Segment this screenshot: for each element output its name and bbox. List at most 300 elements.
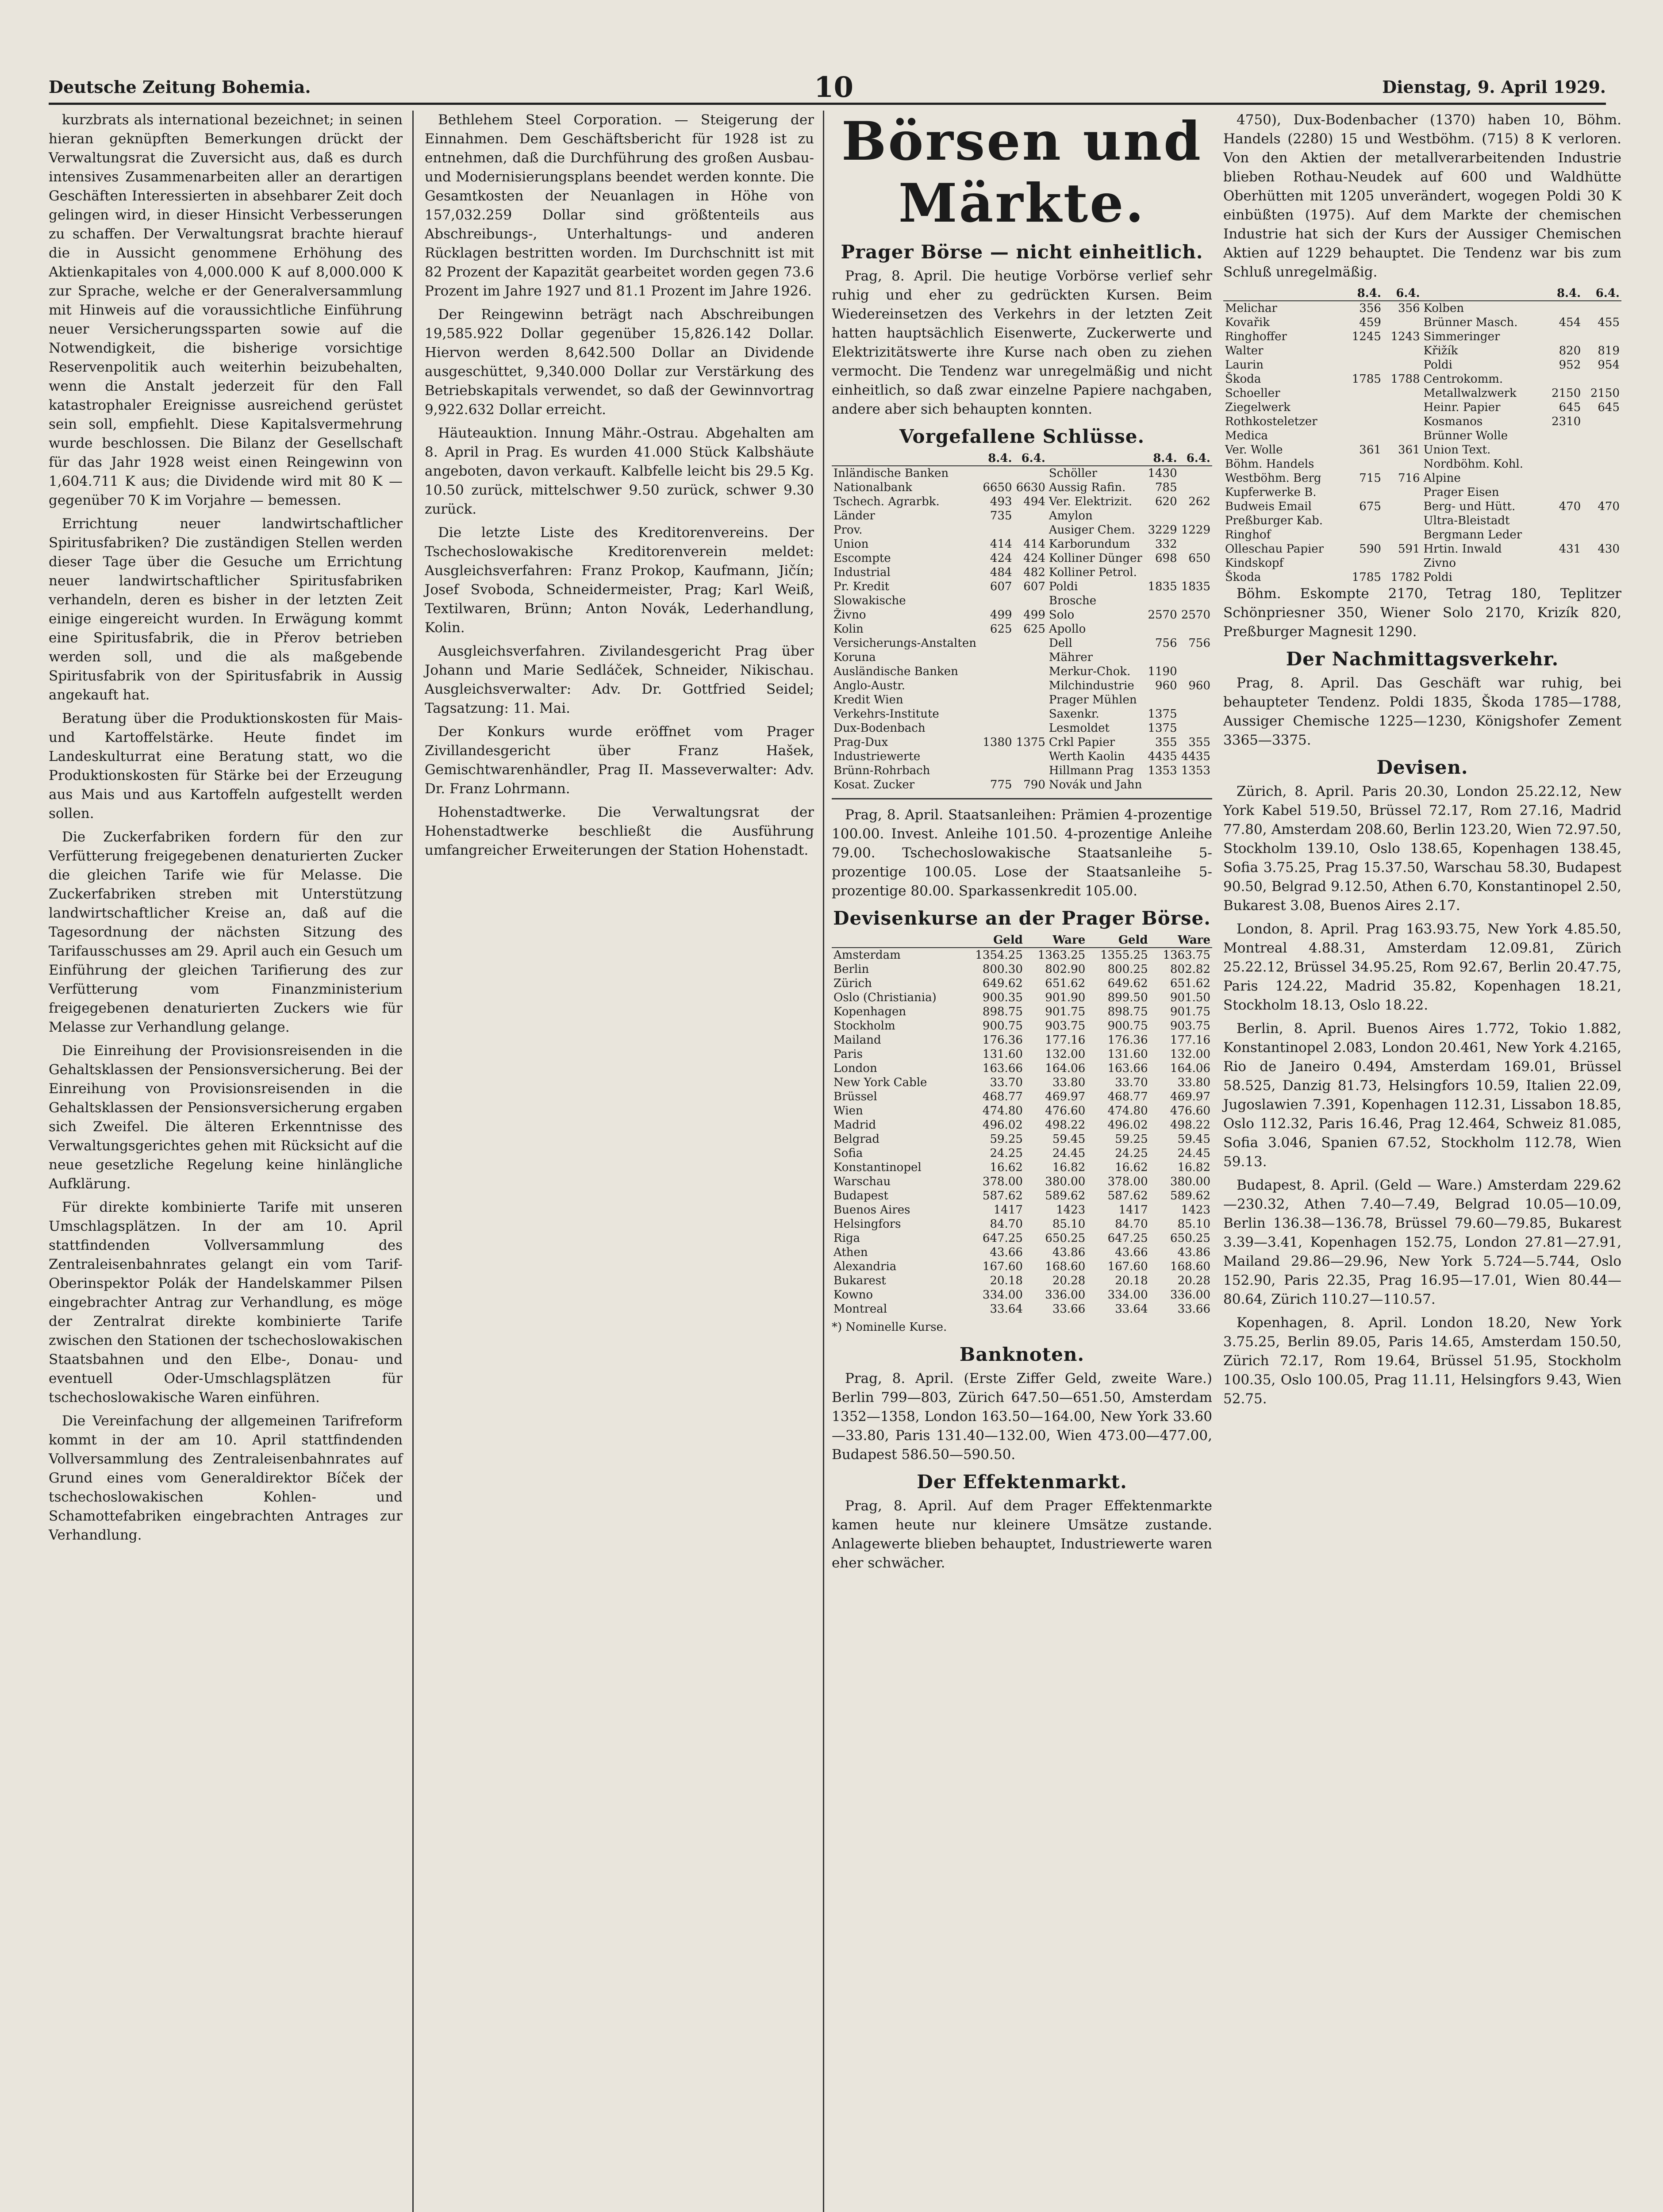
article-paragraph: Häuteauktion. Innung Mähr.-Ostrau. Abgehalten am 8. April in Prag. Es wurden 41.000 Stück Kalbshäute angeboten, davon verkauft. Kalbfelle leicht bis 29.5 Kg. 10.50 zurück, mittelschwer 9.50 zurück, schwer 9.30 zurück. (425, 425, 814, 517)
table-cell: Prager Mühlen (1048, 693, 1137, 707)
table-cell: Heinr. Papier (1423, 401, 1501, 414)
table-header-cell (1223, 286, 1344, 301)
table-cell: 177.16 (1045, 1033, 1086, 1047)
closings-heading: Vorgefallene Schlüsse. (899, 426, 1145, 447)
table-cell: 651.62 (1170, 977, 1210, 990)
table-cell: 802.90 (1045, 963, 1086, 976)
table-cell: Alpine (1423, 472, 1461, 485)
table-cell (1544, 443, 1583, 457)
table-cell: Milchindustrie (1048, 679, 1134, 692)
table-cell: Berg- und Hütt. (1423, 500, 1516, 513)
market-report: Böhm. Eskompte 2170, Tetrag 180, Teplitzer Schönpriesner 350, Wiener Solo 2170, Krizík 820, Preßburger Magnesit 1290. (1223, 586, 1621, 640)
article-paragraph: Bethlehem Steel Corporation. — Steigerung der Einnahmen. Dem Geschäftsbericht für 1928 ist zu entnehmen, daß die Durchführung des großen Ausbau- und Modernisierungsplans beendet werden konnte. Die Gesamtkosten der Neuanlagen in Höhe von 157,032.259 Dollar sind größtenteils aus Abschreibungs-, Unterhaltungs- und anderen Rücklagen bestritten worden. Im Durchschnitt ist mit 82 Prozent der Kapazität gearbeitet worden gegen 73.6 Prozent im Jahre 1927 und 81.1 Prozent im Jahre 1926. (425, 112, 814, 299)
table-cell: Böhm. Handels (1225, 457, 1314, 471)
table-cell: 900.75 (1107, 1019, 1148, 1033)
table-cell: 698 (1155, 552, 1177, 565)
table-cell: Metallwalzwerk (1423, 387, 1517, 400)
article-paragraph: Hohenstadtwerke. Die Verwaltungsrat der Hohenstadtwerke beschließt die Ausführung umfangreicher Erweiterungen der Station Hohenstadt. (425, 804, 814, 858)
table-cell: 455 (1598, 316, 1620, 329)
table-cell: Poldi (1048, 580, 1078, 593)
table-cell: Schöller (1048, 467, 1098, 480)
table-row (832, 1075, 1212, 1090)
table-cell (1145, 650, 1179, 664)
table-cell (1344, 556, 1383, 570)
newspaper-name: Deutsche Zeitung Bohemia. (49, 77, 311, 97)
table-cell: 1353 (1181, 764, 1210, 777)
table-cell (1582, 514, 1621, 528)
foreign-exchange-report: London, 8. April. Prag 163.93.75, New York 4.85.50, Montreal 4.88.31, Amsterdam 12.09.81, Zürich 25.22.12, Brüssel 34.95.25, Rom 92.67, Berlin 20.47.75, Paris 124.22, Madrid 35.82, Kopenhagen 18.21, Stockholm 18.13, Oslo 18.22. (1223, 921, 1621, 1013)
prague-exchange-heading: Prager Börse — nicht einheitlich. (841, 241, 1203, 263)
table-cell: 494 (1023, 495, 1045, 508)
table-cell: Mailand (833, 1033, 881, 1047)
table-header-cell (832, 451, 980, 466)
table-cell: 476.60 (1170, 1104, 1210, 1118)
table-header-cell: 8.4. (980, 451, 1014, 466)
table-cell (1544, 556, 1583, 570)
table-header-cell: Geld (1087, 933, 1149, 948)
foreign-exchange-report: Zürich, 8. April. Paris 20.30, London 25.22.12, New York Kabel 519.50, Brüssel 72.17, Rom 27.16, Madrid 77.80, Amsterdam 208.60, Berlin 123.20, Wien 72.97.50, Stockholm 139.10, Oslo 138.65, Kopenhagen 138.45, Sofia 3.75.25, Prag 15.37.50, Warschau 58.30, Budapest 90.50, Belgrad 9.12.50, Athen 6.70, Konstantinopel 2.50, Bukarest 3.08, Buenos Aires 2.17. (1223, 783, 1621, 914)
table-cell: 903.75 (1170, 1019, 1210, 1033)
table-cell (1544, 330, 1583, 344)
table-row (832, 962, 1212, 976)
column-divider (412, 111, 414, 2212)
table-cell: 716 (1398, 472, 1420, 485)
table-cell: 1363.75 (1163, 949, 1210, 962)
securities-market-report: Prag, 8. April. Auf dem Prager Effektenmarkte kamen heute nur kleinere Umsätze zustande. Anlagewerte blieben behauptet, Industriewerte waren eher schwächer. (832, 1498, 1212, 1571)
table-cell: 482 (1023, 566, 1045, 579)
table-cell: 1353 (1148, 764, 1177, 777)
table-cell: Kolben (1423, 302, 1464, 315)
section-title: Börsen und Märkte. (841, 110, 1202, 234)
table-cell (1014, 650, 1047, 664)
table-cell: 647.25 (982, 1232, 1023, 1245)
table-cell: 6630 (1016, 481, 1045, 494)
table-cell: 262 (1188, 495, 1210, 508)
table-cell: Lesmoldet (1048, 722, 1110, 735)
table-cell: 649.62 (1107, 977, 1148, 990)
table-cell: Olleschau Papier (1225, 542, 1324, 556)
table-cell (1544, 372, 1583, 386)
table-cell: Belgrad (833, 1133, 880, 1146)
table-cell: 361 (1359, 443, 1381, 457)
table-cell (1383, 386, 1422, 400)
table-cell: 33.80 (1052, 1076, 1086, 1089)
article-paragraph: Der Konkurs wurde eröffnet vom Prager Zivillandesgericht über Franz Hašek, Gemischtwarenhändler, Prag II. Masseverwalter: Adv. Dr. Franz Lohrmann. (425, 724, 814, 797)
table-row (832, 565, 1212, 580)
article-paragraph: Für direkte kombinierte Tarife mit unseren Umschlagsplätzen. In der am 10. April stattfindenden Vollversammlung des Zentraleisenbahnrates gelangt ein vom Tarif-Oberinspektor Polák der Handelskammer Pilsen eingebrachter Antrag zur Verhandlung, es möge der Zentralrat direkte kombinierte Tarife zwischen den Stationen der tschechoslowakischen Staatsbahnen und den Elbe-, Donau- und eventuell Oder-Umschlagsplätzen für tschechoslowakische Waren einführen. (49, 1199, 403, 1406)
table-cell: 590 (1359, 542, 1381, 556)
table-cell (1383, 556, 1422, 570)
article-paragraph: Die Vereinfachung der allgemeinen Tarifreform kommt in der am 10. April stattfindenden Vollversammlung des Zentraleisenbahnrates auf Grund eines vom Generaldirektor Bíček der tschechoslowakischen Kohlen- und Schamottefabriken eingebrachten Antrages zur Verhandlung. (49, 1413, 403, 1543)
table-cell: 84.70 (1115, 1217, 1148, 1231)
table-row (832, 1061, 1212, 1075)
table-cell (1582, 457, 1621, 471)
table-cell: 43.86 (1052, 1246, 1086, 1259)
table-cell: Saxenkr. (1048, 707, 1099, 721)
table-cell: Poldi (1423, 358, 1452, 372)
table-row (832, 693, 1212, 707)
table-cell: Bergmann Leder (1423, 528, 1522, 541)
table-cell: Karborundum (1048, 538, 1130, 551)
table-cell: 43.66 (990, 1246, 1023, 1259)
table-cell (1145, 622, 1179, 636)
table-header-cell: 8.4. (1544, 286, 1583, 301)
table-cell: Dux-Bodenbach (833, 722, 926, 735)
table-cell: 85.10 (1052, 1217, 1086, 1231)
table-cell: 2150 (1552, 387, 1581, 400)
table-cell (1544, 514, 1583, 528)
table-row (832, 735, 1212, 749)
table-cell: Zürich (833, 977, 872, 990)
table-cell: Škoda (1225, 373, 1261, 386)
table-cell (1014, 679, 1047, 693)
table-row (832, 1033, 1212, 1047)
table-cell: 59.45 (1052, 1133, 1086, 1146)
table-cell: 33.66 (1177, 1302, 1210, 1316)
table-cell (1344, 358, 1383, 372)
table-cell: 756 (1155, 637, 1177, 650)
table-cell: 1380 (983, 736, 1012, 749)
table-cell: Kopenhagen (833, 1005, 906, 1018)
table-cell: Inländische Banken (833, 467, 949, 480)
table-cell: 59.25 (1115, 1133, 1148, 1146)
table-cell (1145, 778, 1179, 792)
table-cell: Anglo-Austr. (833, 679, 906, 692)
table-cell (1582, 415, 1621, 429)
table-cell: Versicherungs-Anstalten (833, 637, 976, 650)
table-cell: Slowakische (833, 594, 906, 607)
table-cell: 735 (990, 509, 1012, 522)
table-cell: 469.97 (1170, 1090, 1210, 1103)
table-cell: Kowno (833, 1288, 873, 1302)
table-cell: 163.66 (1107, 1062, 1148, 1075)
table-cell: 1229 (1181, 523, 1210, 537)
table-row (832, 1175, 1212, 1189)
article-paragraph: Die Einreihung der Provisionsreisenden in die Gehaltsklassen der Pensionsversicherung. Bei der Einreihung von Provisionsreisenden in die Gehaltsklassen der Pensionsversicherung ergaben sich Zweifel. Die älteren Erkenntnisse des Verwaltungsgerichtes gehen mit Rücksicht auf die neue gesetzliche Regelung keine hinlängliche Aufklärung. (49, 1043, 403, 1192)
table-cell: 84.70 (990, 1217, 1023, 1231)
table-cell: 820 (1559, 344, 1581, 357)
table-cell: Brüssel (833, 1090, 877, 1103)
table-cell: 378.00 (1107, 1175, 1148, 1188)
table-cell: 2310 (1552, 415, 1581, 428)
table-cell: 3229 (1148, 523, 1177, 537)
table-row (832, 764, 1212, 778)
table-row (832, 1274, 1212, 1288)
table-cell: 6650 (983, 481, 1012, 494)
table-cell: 468.77 (1107, 1090, 1148, 1103)
table-row (1223, 372, 1621, 386)
table-cell: 131.60 (982, 1048, 1023, 1061)
table-cell (1179, 594, 1212, 608)
table-cell: 954 (1598, 358, 1620, 372)
table-cell: Sofia (833, 1147, 863, 1160)
table-cell: 1788 (1390, 373, 1420, 386)
table-cell: 470 (1559, 500, 1581, 513)
table-cell: Wien (833, 1104, 863, 1118)
table-row (832, 1090, 1212, 1104)
table-cell: 59.25 (990, 1133, 1023, 1146)
table-cell: Kredit Wien (833, 693, 903, 707)
table-cell: 167.60 (982, 1260, 1023, 1273)
table-cell: Křižík (1423, 344, 1458, 357)
table-cell: Brünner Wolle (1423, 429, 1508, 442)
table-cell: 901.50 (1170, 991, 1210, 1004)
table-row (832, 1189, 1212, 1203)
table-cell: 775 (990, 778, 1012, 791)
table-cell: Oslo (Christiania) (833, 991, 937, 1004)
page-number: 10 (814, 71, 854, 104)
table-row (832, 1118, 1212, 1132)
table-row (1223, 499, 1621, 514)
table-cell (1582, 528, 1621, 542)
table-cell: 59.45 (1177, 1133, 1210, 1146)
currency-rates-table (832, 933, 1212, 1316)
table-header-cell: 6.4. (1179, 451, 1212, 466)
table-cell: 334.00 (1107, 1288, 1148, 1302)
table-cell (980, 664, 1014, 679)
table-cell: 24.25 (1115, 1147, 1148, 1160)
table-cell: 424 (1023, 552, 1045, 565)
table-cell: Koruna (833, 651, 876, 664)
table-cell: 454 (1559, 316, 1581, 329)
table-cell: 901.75 (1045, 1005, 1086, 1018)
table-cell: 4435 (1148, 750, 1177, 763)
table-cell: 33.70 (990, 1076, 1023, 1089)
table-cell: 499 (990, 608, 1012, 622)
table-cell: Amylon (1048, 509, 1093, 522)
table-row (832, 580, 1212, 594)
table-cell: 424 (990, 552, 1012, 565)
table-cell: Laurin (1225, 358, 1264, 372)
table-cell: 900.35 (982, 991, 1023, 1004)
table-cell (980, 721, 1014, 735)
table-cell (1544, 457, 1583, 471)
table-row (832, 778, 1212, 792)
table-cell (1582, 372, 1621, 386)
table-cell: Mährer (1048, 651, 1093, 664)
table-cell: Aussig Rafin. (1048, 481, 1126, 494)
table-cell: Länder (833, 509, 875, 522)
article-paragraph: Ausgleichsverfahren. Zivilandesgericht Prag über Johann und Marie Sedláček, Schneider, Nikischau. Ausgleichsverwalter: Adv. Dr. Gottfried Seidel; Tagsatzung: 11. Mai. (425, 643, 814, 716)
table-cell: 33.64 (990, 1302, 1023, 1316)
table-cell: 355 (1188, 736, 1210, 749)
table-row (1223, 301, 1621, 315)
table-row (1223, 344, 1621, 358)
table-cell: 1785 (1352, 373, 1381, 386)
table-header-cell: 6.4. (1014, 451, 1047, 466)
table-cell: Schoeller (1225, 387, 1280, 400)
table-cell (1582, 556, 1621, 570)
table-cell: Kolin (833, 622, 864, 636)
stock-table (1223, 286, 1621, 584)
table-header-row (832, 451, 1212, 466)
table-cell: 625 (1023, 622, 1045, 636)
table-cell (1383, 457, 1422, 471)
table-cell (1179, 466, 1212, 480)
table-cell: 1354.25 (975, 949, 1023, 962)
table-cell: Preßburger Kab. (1225, 514, 1323, 527)
table-cell: Helsingfors (833, 1217, 901, 1231)
table-cell: 607 (1023, 580, 1045, 593)
table-cell: Nationalbank (833, 481, 912, 494)
column-3 (832, 111, 1212, 1577)
column-4 (1223, 111, 1621, 1413)
table-cell: Union (833, 538, 869, 551)
table-cell: Escompte (833, 552, 891, 565)
table-cell: 1417 (1118, 1203, 1148, 1217)
table-cell: 24.25 (990, 1147, 1023, 1160)
article-paragraph: Die letzte Liste des Kreditorenvereins. Der Tschechoslowakische Kreditorenverein meldet: Ausgleichsverfahren: Franz Prokop, Kaufmann, Jičín; Josef Svoboda, Schneidermeister, Prag; Karl Weiß, Textilwaren, Brünn; Anton Novák, Lederhandlung, Kolin. (425, 525, 814, 636)
table-row (1223, 315, 1621, 330)
table-cell: 675 (1359, 500, 1381, 513)
table-cell: 1190 (1148, 665, 1177, 678)
table-cell: Paris (833, 1048, 863, 1061)
table-row (832, 523, 1212, 537)
table-cell: 587.62 (1107, 1189, 1148, 1202)
table-cell: Brünn-Rohrbach (833, 764, 930, 777)
table-cell: 620 (1155, 495, 1177, 508)
table-cell: Novák und Jahn (1048, 778, 1142, 791)
table-cell (1179, 693, 1212, 707)
table-cell: 647.25 (1107, 1232, 1148, 1245)
table-cell: 24.45 (1052, 1147, 1086, 1160)
table-cell: 380.00 (1045, 1175, 1086, 1188)
table-cell (1179, 565, 1212, 580)
table-row (832, 707, 1212, 721)
table-cell: 177.16 (1170, 1033, 1210, 1047)
table-cell: 132.00 (1045, 1048, 1086, 1061)
table-cell: 430 (1598, 542, 1620, 556)
table-row (1223, 542, 1621, 556)
table-cell (1014, 636, 1047, 650)
table-cell: 1423 (1181, 1203, 1210, 1217)
table-cell: 650.25 (1170, 1232, 1210, 1245)
table-cell: 431 (1559, 542, 1581, 556)
table-cell: 474.80 (1107, 1104, 1148, 1118)
table-row (832, 1160, 1212, 1175)
closings-table (832, 451, 1212, 792)
table-cell (1179, 707, 1212, 721)
table-row (832, 495, 1212, 509)
table-cell: 802.82 (1170, 963, 1210, 976)
footnote: *) Nominelle Kurse. (832, 1321, 947, 1334)
table-cell: 651.62 (1045, 977, 1086, 990)
table-cell (1383, 344, 1422, 358)
table-cell: 176.36 (982, 1033, 1023, 1047)
table-cell (1582, 485, 1621, 499)
table-row (832, 679, 1212, 693)
table-cell: 16.62 (990, 1161, 1023, 1174)
table-cell: 903.75 (1045, 1019, 1086, 1033)
table-cell: 176.36 (1107, 1033, 1148, 1047)
table-cell: 1375 (1148, 707, 1177, 721)
table-cell: 607 (990, 580, 1012, 593)
table-cell: Alexandria (833, 1260, 897, 1273)
foreign-exchange-report: Budapest, 8. April. (Geld — Ware.) Amsterdam 229.62—230.32, Athen 7.40—7.49, Belgrad 10.05—10.09, Berlin 136.38—136.78, Brüssel 79.60—79.85, Bukarest 3.39—3.41, Kopenhagen 152.75, London 27.81—27.91, Mailand 29.86—29.96, New York 5.724—5.744, Oslo 152.90, Paris 22.35, Prag 16.95—17.01, Wien 80.44—80.64, Zürich 110.27—110.57. (1223, 1177, 1621, 1307)
table-cell: 20.18 (1115, 1274, 1148, 1287)
table-cell: Živno (833, 608, 866, 622)
table-cell: 414 (990, 538, 1012, 551)
table-cell: 649.62 (982, 977, 1023, 990)
table-cell (1179, 664, 1212, 679)
table-cell: 85.10 (1177, 1217, 1210, 1231)
table-row (832, 1203, 1212, 1217)
table-cell (1014, 721, 1047, 735)
article-paragraph: Errichtung neuer landwirtschaftlicher Spiritusfabriken? Die zuständigen Stellen werden dieser Tage über die Gesuche um Errichtung neuer landwirtschaftlicher Spiritusfabriken verhandeln, deren es bisher in der letzten Zeit einige eingereicht wurden. In Erwägung kommt eine Spiritusfabrik, die in Přerov betrieben werden soll, und die als maßgebende Spiritusfabrik von der Spiritusfabrik in Aussig angekauft hat. (49, 516, 403, 703)
table-cell: Medica (1225, 429, 1268, 442)
table-cell: 16.82 (1177, 1161, 1210, 1174)
table-cell: 361 (1398, 443, 1420, 457)
table-cell: 474.80 (982, 1104, 1023, 1118)
table-cell: Nordböhm. Kohl. (1423, 457, 1524, 471)
table-cell: Kosmanos (1423, 415, 1483, 428)
masthead (49, 71, 1606, 105)
foreign-exchange-report: Berlin, 8. April. Buenos Aires 1.772, Tokio 1.882, Konstantinopel 2.083, London 20.461, New York 4.2165, Rio de Janeiro 0.494, Amsterdam 169.01, Brüssel 58.525, Danzig 81.73, Helsingfors 10.59, Italien 22.09, Jugoslawien 7.391, Kopenhagen 112.31, Lissabon 18.85, Oslo 112.32, Paris 16.46, Prag 12.464, Schweiz 81.085, Sofia 3.046, Spanien 67.52, Stockholm 112.78, Wien 59.13. (1223, 1021, 1621, 1170)
table-cell: 1355.25 (1100, 949, 1148, 962)
table-cell (1383, 528, 1422, 542)
table-header-cell: Ware (1025, 933, 1087, 948)
table-cell: Konstantinopel (833, 1161, 922, 1174)
table-cell (980, 650, 1014, 664)
divider-rule (832, 798, 1212, 799)
table-cell: 16.82 (1052, 1161, 1086, 1174)
table-cell: Prag-Dux (833, 736, 888, 749)
table-cell: 785 (1155, 481, 1177, 494)
table-cell: 33.70 (1115, 1076, 1148, 1089)
table-cell: 498.22 (1170, 1118, 1210, 1132)
table-cell: Industrial (833, 566, 891, 579)
table-cell: Apollo (1048, 622, 1086, 636)
table-cell (1344, 400, 1383, 415)
table-cell: Kolliner Dünger (1048, 552, 1142, 565)
table-cell (1145, 565, 1179, 580)
table-cell (1582, 443, 1621, 457)
table-cell (1383, 429, 1422, 443)
table-cell (1383, 400, 1422, 415)
table-cell: 1417 (993, 1203, 1023, 1217)
table-cell: 645 (1598, 401, 1620, 414)
table-cell (1544, 429, 1583, 443)
table-cell: Ringhoffer (1225, 330, 1287, 343)
table-row (832, 608, 1212, 622)
table-row (832, 622, 1212, 636)
table-cell (1179, 778, 1212, 792)
table-cell: 493 (990, 495, 1012, 508)
table-cell: 591 (1398, 542, 1420, 556)
table-cell (1179, 509, 1212, 523)
table-cell (1344, 386, 1383, 400)
table-cell: Dell (1048, 637, 1072, 650)
table-row (1223, 471, 1621, 485)
table-row (832, 1260, 1212, 1274)
table-cell: Rothkosteletzer (1225, 415, 1317, 428)
table-cell: 20.28 (1052, 1274, 1086, 1287)
table-cell: 715 (1359, 472, 1381, 485)
table-cell: Westböhm. Berg (1225, 472, 1321, 485)
table-header-cell: 6.4. (1582, 286, 1621, 301)
table-cell: 20.18 (990, 1274, 1023, 1287)
article-paragraph: Der Reingewinn beträgt nach Abschreibungen 19,585.922 Dollar gegenüber 15,826.142 Dollar. Hiervon werden 8,642.500 Dollar an Dividende ausgeschüttet, 9,340.000 Dollar zur Verstärkung des Betriebskapitals verwendet, so daß der Gewinnvortrag 9,922.632 Dollar erreicht. (425, 307, 814, 418)
table-cell: 1835 (1148, 580, 1177, 593)
table-cell: 484 (990, 566, 1012, 579)
table-cell: 960 (1188, 679, 1210, 692)
table-cell (1014, 523, 1047, 537)
table-cell: Verkehrs-Institute (833, 707, 939, 721)
table-header-cell (832, 933, 962, 948)
table-row (832, 1005, 1212, 1019)
table-cell (1582, 330, 1621, 344)
foreign-exchange-report: Kopenhagen, 8. April. London 18.20, New York 3.75.25, Berlin 89.05, Paris 14.65, Amsterdam 150.50, Zürich 72.17, Rom 19.64, Brüssel 51.95, Stockholm 100.35, Oslo 100.05, Prag 11.11, Helsingfors 9.43, Wien 52.75. (1223, 1315, 1621, 1407)
